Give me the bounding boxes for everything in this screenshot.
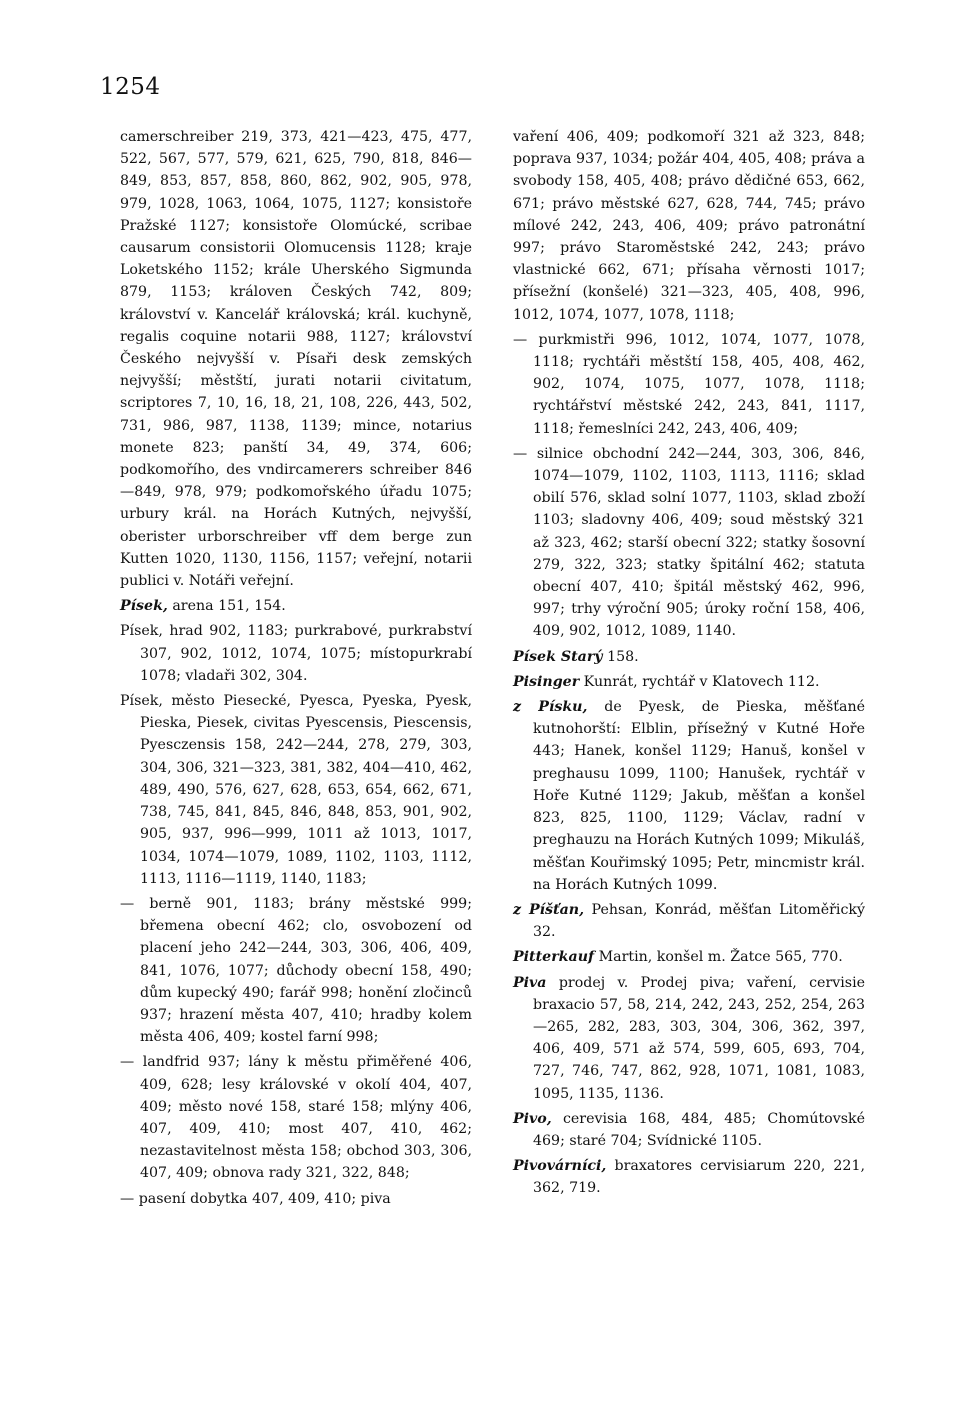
index-entry xyxy=(513,696,865,896)
index-headword: Pivo, xyxy=(513,1110,552,1127)
index-entry-text: — purkmistři 996, 1012, 1074, 1077, 1078, 1118; rychtáři městští 158, 405, 408, 462, 902, 1074, 1075, 1077, 1078, 1118; rychtářství městské 242, 243, 841, 1117, 1118; řemeslníci 242, 243, 406, 409; xyxy=(513,331,865,437)
index-headword: Písek, xyxy=(120,598,168,615)
index-headword: z Písku, xyxy=(513,699,588,716)
index-entry xyxy=(513,329,865,440)
index-entry xyxy=(120,1188,472,1210)
index-entry-text: Kunrát, rychtář v Klatovech 112. xyxy=(579,673,820,690)
index-headword: Pitterkauf xyxy=(513,949,595,966)
index-entry-text: — silnice obchodní 242—244, 303, 306, 846, 1074—1079, 1102, 1103, 1113, 1116; sklad obilí 576, sklad solní 1077, 1103, sklad zboží 1103; sladovny 406, 409; soud městský 321 až 323, 462; starší obecní 322; statky šosovní 279, 322, 323; statky špitální 462; statuta obecní 407, 410; špitál městský 462, 996, 997; trhy výroční 905; úroky roční 158, 406, 409, 902, 1012, 1089, 1140. xyxy=(513,445,865,640)
index-headword: Pivovárníci, xyxy=(513,1158,607,1175)
index-entry xyxy=(513,899,865,943)
index-entry xyxy=(513,646,865,668)
index-headword: Piva xyxy=(513,974,547,991)
index-entry-text: Martin, konšel m. Žatce 565, 770. xyxy=(594,949,843,966)
index-entry xyxy=(513,972,865,1105)
index-entry-text: — landfrid 937; lány k městu přiměřené 406, 409, 628; lesy královské v okolí 404, 407, 409; město nové 158, staré 158; mlýny 406, 407, 409, 410; most 407, 410, 462; nezastavitelnost města 158; obchod 303, 306, 407, 409; obnova rady 321, 322, 848; xyxy=(120,1054,472,1182)
index-headword: z Píšťan, xyxy=(513,901,585,918)
index-entry xyxy=(513,126,865,326)
index-entry-text: cerevisia 168, 484, 485; Chomútovské 469; staré 704; Svídnické 1105. xyxy=(533,1110,865,1149)
index-entry-text: — pasení dobytka 407, 409, 410; piva xyxy=(120,1190,391,1207)
index-entry xyxy=(513,671,865,693)
index-entry xyxy=(120,620,472,687)
right-column xyxy=(513,126,865,1203)
index-entry-text: braxatores cervisiarum 220, 221, 362, 719. xyxy=(533,1158,865,1197)
index-entry-text: de Pyesk, de Pieska, měšťané kutnohorští: Elblin, přísežný v Kutné Hoře 443; Hanek, konšel 1129; Hanuš, konšel v preghausu 1099, 1100; Hanušek, rychtář v Hoře Kutné 1129; Jakub, měšťan a konšel 823, 825, 1100, 1129; Václav, radní v preghauzu na Horách Kutných 1099; Mikuláš, měšťan Kouřimský 1095; Petr, mincmistr král. na Horách Kutných 1099. xyxy=(533,699,865,893)
index-entry-text: — berně 901, 1183; brány městské 999; břemena obecní 462; clo, osvobození od placení jeho 242—244, 303, 306, 406, 409, 841, 1076, 1077; důchody obecní 158, 490; dům kupecký 490; farář 998; honění zločinců 937; hrazení města 407, 410; hradby kolem města 406, 409; kostel farní 998; xyxy=(120,895,472,1046)
left-column xyxy=(120,126,472,1213)
index-entry-text: arena 151, 154. xyxy=(167,598,286,615)
page-number: 1254 xyxy=(100,74,161,100)
index-entry-text: Písek, město Piesecké, Pyesca, Pyeska, Pyesk, Pieska, Piesek, civitas Pyescensis, Piescensis, Pyesczensis 158, 242—244, 278, 279, 303, 304, 306, 321—323, 381, 382, 404—410, 462, 489, 490, 576, 627, 628, 653, 654, 662, 671, 738, 745, 841, 845, 846, 848, 853, 901, 902, 905, 937, 996—999, 1011 až 1013, 1017, 1034, 1074—1079, 1089, 1102, 1103, 1112, 1113, 1116—1119, 1140, 1183; xyxy=(120,693,472,887)
index-entry-text: vaření 406, 409; podkomoří 321 až 323, 848; poprava 937, 1034; požár 404, 405, 408; práva a svobody 158, 405, 408; právo dědičné 653, 662, 671; právo městské 627, 628, 744, 745; právo mílové 242, 243, 406, 409; právo patronátní 997; právo Staroměstské 242, 243; právo vlastnické 662, 671; přísaha věrnosti 1017; přísežní (konšelé) 321—323, 405, 408, 996, 1012, 1074, 1077, 1078, 1118; xyxy=(513,129,865,323)
index-entry-text: Písek, hrad 902, 1183; purkrabové, purkrabství 307, 902, 1012, 1074, 1075; místopurkrabí 1078; vladaři 302, 304. xyxy=(120,623,472,684)
index-entry xyxy=(120,126,472,592)
index-entry xyxy=(513,946,865,968)
index-entry xyxy=(120,1051,472,1184)
index-entry xyxy=(513,443,865,643)
index-entry-text: prodej v. Prodej piva; vaření, cervisie braxacio 57, 58, 214, 242, 243, 252, 254, 263—265, 282, 283, 303, 304, 306, 362, 397, 406, 409, 571 až 574, 599, 605, 693, 704, 727, 746, 747, 862, 928, 1071, 1081, 1083, 1095, 1135, 1136. xyxy=(533,974,865,1102)
index-entry-text: Pehsan, Konrád, měšťan Litoměřický 32. xyxy=(533,901,865,941)
index-entry xyxy=(120,893,472,1048)
index-entry xyxy=(513,1108,865,1152)
index-entry xyxy=(513,1155,865,1199)
index-entry xyxy=(120,595,472,617)
index-entry xyxy=(120,690,472,890)
index-headword: Písek Starý xyxy=(513,648,603,665)
index-entry-text: 158. xyxy=(602,648,639,665)
index-entry-text: camerschreiber 219, 373, 421—423, 475, 477, 522, 567, 577, 579, 621, 625, 790, 818, 846—849, 853, 857, 858, 860, 862, 902, 905, 978, 979, 1028, 1063, 1064, 1075, 1127; konsistoře Pražské 1127; konsistoře Olomúcké, scribae causarum consistorii Olomucensis 1128; kraje Loketského 1152; krále Uherského Sigmunda 879, 1153; královen Českých 742, 809; království v. Kancelář královská; král. kuchyně, regalis coquine notarii 988, 1127; království Českého nejvyšší v. Písaři desk zemských nejvyšší; městští, jurati notarii civitatum, scriptores 7, 10, 16, 18, 21, 108, 226, 443, 502, 731, 986, 987, 1138, 1139; mince, notarius monete 823; panští 34, 49, 374, 606; podkomořího, des vndircamerers schreiber 846—849, 978, 979; podkomořského úřadu 1075; urbury král. na Horách Kutných, nejvyšší, oberister urborschreiber vff dem berge zun Kutten 1020, 1130, 1156, 1157; veřejní, notarii publici v. Notáři veřejní. xyxy=(120,129,472,590)
index-headword: Pisinger xyxy=(513,673,580,690)
